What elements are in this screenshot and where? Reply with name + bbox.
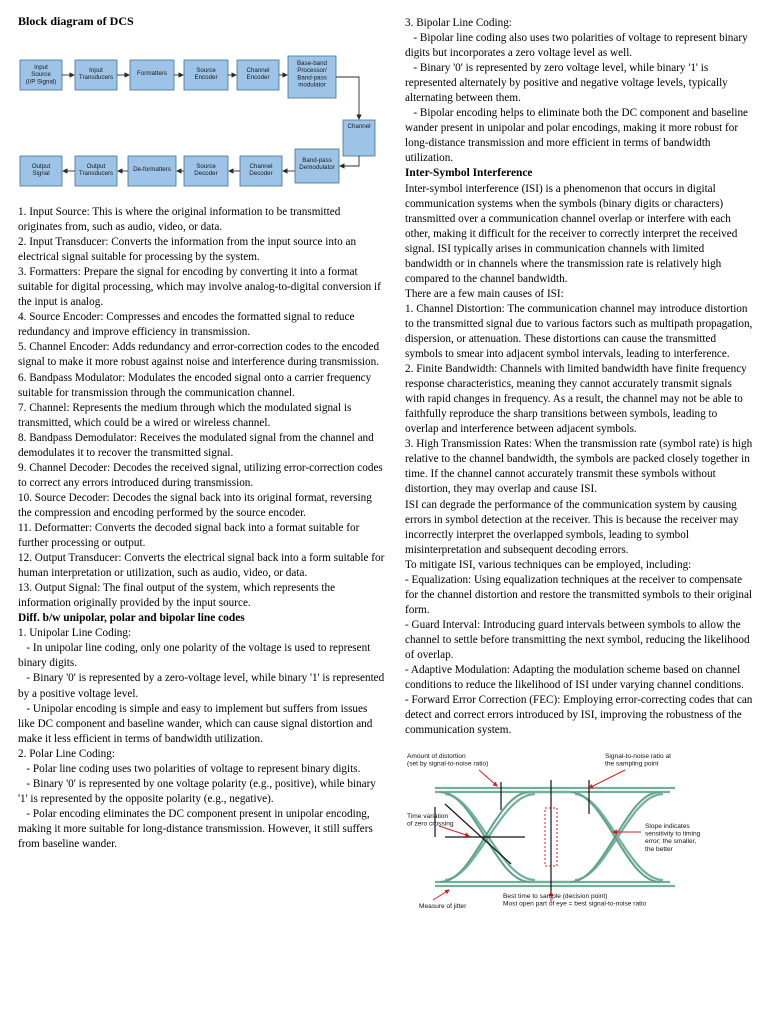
block-label (32, 163, 51, 177)
line-code-item: - Polar encoding eliminates the DC component present in unipolar encoding, making it more suitable for long-distance transmission. However, it still suffers from baseline wander. (18, 807, 373, 850)
label-line: Input (89, 67, 103, 74)
label-line: Time variation (407, 813, 449, 821)
label-line: Transducers (78, 170, 114, 178)
label-line: modulator (298, 81, 326, 89)
dcs-item: 10. Source Decoder: Decodes the signal back into its original format, reversing the compression and encoding performed by the source encoder. (18, 491, 372, 519)
bipolar-item: - Bipolar encoding helps to eliminate both the DC component and baseline wander present in unipolar and polar encodings, making it more robust for long-distance transmission and more efficient in terms of bandwidth utilization. (405, 107, 749, 165)
label-line: Encoder (194, 74, 218, 82)
label-line: Channel (249, 163, 273, 170)
bipolar-item: - Bipolar line coding also uses two polarities of voltage to represent binary digits but incorporates a zero voltage level as well. (405, 32, 748, 60)
label-line: of zero crossing (407, 820, 454, 828)
block-channel (343, 120, 375, 156)
diagram-title: Block diagram of DCS (18, 14, 134, 28)
isi-paragraph: There are a few main causes of ISI: (405, 287, 564, 300)
arrow (336, 77, 359, 119)
label-line: Demodulator (299, 164, 335, 172)
line-codes-heading: Diff. b/w unipolar, polar and bipolar line codes (18, 612, 245, 625)
block-input-source (20, 60, 62, 90)
label-best-time (503, 893, 646, 908)
line-code-item: - In unipolar line coding, only one polarity of the voltage is used to represent binary digits. (18, 642, 371, 670)
label-line: Source (196, 163, 216, 170)
block-output-signal (20, 156, 62, 186)
block-label (347, 123, 370, 130)
label-line: Output (31, 163, 51, 170)
dcs-block-diagram (18, 32, 386, 197)
dcs-item: 4. Source Encoder: Compresses and encodes the formatted signal to reduce redundancy and improve efficiency in transmission. (18, 311, 355, 339)
isi-paragraph: - Guard Interval: Introducing guard intervals between symbols to allow the channel to settle before transmitting the next symbol, reducing the likelihood of overlap. (405, 618, 750, 661)
block-label (194, 163, 217, 177)
block-formatters (130, 60, 174, 90)
isi-paragraph: ISI can degrade the performance of the communication system by causing errors in symbol detection at the receiver. This is because the receiver may incorrectly interpret the overlapped symbols, leading to symbol misinterpretation and subsequent decoding errors. (405, 498, 739, 556)
dcs-item: 2. Input Transducer: Converts the information from the input source into an electrical signal suitable for processing by the system. (18, 236, 357, 264)
label-line: Input (34, 64, 48, 71)
dcs-item: 7. Channel: Represents the medium through which the modulated signal is transmitted, which could be a wired or wireless channel. (18, 401, 352, 429)
label-line: Source (196, 67, 216, 74)
block-label (137, 70, 167, 77)
label-line: Signal (32, 170, 50, 178)
label-line: Formatters (137, 70, 167, 77)
label-line: De-formatters (133, 166, 171, 173)
block-source-encoder (184, 60, 228, 90)
label-slope (645, 823, 701, 853)
label-line: Best time to sample (decision point) (503, 893, 608, 901)
label-line: Amount of distortion (407, 753, 466, 761)
block-input-transducers (75, 60, 117, 90)
block-demodulator (295, 149, 339, 183)
label-line: the better (645, 846, 673, 854)
block-label (299, 157, 334, 171)
isi-paragraph: To mitigate ISI, various techniques can be employed, including: (405, 558, 692, 571)
isi-paragraph: - Forward Error Correction (FEC): Employing error-correcting codes that can detect and correct errors introduced by ISI, improving the robustness of the communication system. (405, 694, 753, 737)
label-line: (set by signal-to-noise ratio) (407, 760, 489, 768)
left-column (18, 14, 386, 852)
label-line: Channel (347, 123, 371, 130)
label-line: Decoder (249, 170, 273, 178)
label-line: Transducers (78, 74, 114, 82)
block-source-decoder (184, 156, 228, 186)
dcs-item: 6. Bandpass Modulator: Modulates the encoded signal onto a carrier frequency suitable for transmission through the communication channel. (18, 371, 372, 399)
block-label (297, 60, 327, 89)
block-channel-encoder (237, 60, 279, 90)
block-label (194, 67, 217, 81)
line-code-item: - Binary '0' is represented by one voltage polarity (e.g., positive), while binary '1' is represented by the opposite polarity (e.g., negative). (18, 777, 376, 805)
label-line: Most open part of eye = best signal-to-noise ratio (503, 900, 647, 908)
dcs-item: 1. Input Source: This is where the original information to be transmitted originates from, such as audio, video, or data. (18, 206, 341, 234)
eye-diagram (405, 752, 705, 912)
block-label (249, 163, 272, 177)
isi-paragraph: - Equalization: Using equalization techniques at the receiver to compensate for the channel distortion and restore the transmitted symbols to their original form. (405, 573, 753, 616)
block-modulator (288, 56, 336, 98)
dcs-item: 8. Bandpass Demodulator: Receives the modulated signal from the channel and demodulates it to recover the transmitted signal. (18, 431, 374, 459)
isi-paragraph: 3. High Transmission Rates: When the transmission rate (symbol rate) is high relative to the channel bandwidth, the symbols are packed closely together in time. If the channel cannot accurately transmit these symbols without distortion, they may overlap and cause ISI. (405, 438, 753, 496)
dcs-item: 9. Channel Decoder: Decodes the received signal, utilizing error-correction codes to correct any errors introduced during transmission. (18, 461, 383, 489)
label-line: sensitivity to timing (645, 830, 701, 838)
dcs-item: 5. Channel Encoder: Adds redundancy and error-correction codes to the encoded signal to make it more robust against noise and interference during transmission. (18, 341, 380, 369)
eye-markings (435, 780, 589, 896)
isi-paragraph: Inter-symbol interference (ISI) is a phenomenon that occurs in digital communication systems when the symbols (binary digits or characters) transmitted over a communication channel overlap or interfere with each other, making it difficult for the receiver to correctly interpret the received signal. ISI typically arises in communication channels with limited bandwidth or in channels where the transmission rate is relatively high compared to the channel bandwidth. (405, 182, 738, 285)
dcs-item: 12. Output Transducer: Converts the electrical signal back into a form suitable for human interpretation or utilization, such as audio, video, or data. (18, 552, 385, 580)
label-line: Decoder (194, 170, 218, 178)
block-label (246, 67, 269, 81)
isi-heading: Inter-Symbol Interference (405, 167, 533, 180)
label-line: Source (31, 71, 51, 79)
isi-paragraph: 2. Finite Bandwidth: Channels with limited bandwidth have finite frequency response characteristics, meaning they cannot accurately transmit signals with rapid changes in frequency. As a result, the channel may not be able to faithfully reproduce the sharp transitions between symbols, leading to overlap and interference between adjacent symbols. (405, 363, 747, 436)
label-line: error; the smaller, (645, 838, 697, 846)
bipolar-item: - Binary '0' is represented by zero voltage level, while binary '1' is represented alternately by positive and negative voltage levels, typically alternating between them. (405, 62, 728, 105)
label-line: Band-pass (297, 74, 327, 82)
line-code-item: 2. Polar Line Coding: (18, 747, 115, 760)
dcs-explanations (18, 205, 386, 852)
label-line: Slope indicates (645, 823, 690, 831)
label-time-variation (407, 813, 454, 828)
label-line: (I/P Signal) (25, 78, 57, 86)
arrow (340, 156, 359, 166)
label-line: Channel (246, 67, 270, 74)
dcs-item: 13. Output Signal: The final output of the system, which represents the information originally provided by the input source. (18, 582, 336, 610)
line-code-item: - Binary '0' is represented by a zero-voltage level, while binary '1' is represented by a positive voltage level. (18, 672, 385, 700)
label-line: the sampling point (605, 760, 659, 768)
label-jitter (419, 903, 467, 910)
dcs-item: 11. Deformatter: Converts the decoded signal back into a format suitable for further processing or output. (18, 521, 360, 550)
block-label (133, 166, 171, 173)
label-line: Base-band (297, 60, 327, 67)
label-line: Encoder (246, 74, 270, 82)
bipolar-section (405, 16, 753, 738)
block-output-transducers (75, 156, 117, 186)
label-snr (605, 753, 671, 768)
right-column (405, 16, 753, 912)
label-line: Output (86, 163, 106, 170)
label-line: Signal-to-noise ratio at (605, 753, 671, 761)
label-line: Band-pass (302, 157, 332, 164)
isi-paragraph: - Adaptive Modulation: Adapting the modulation scheme based on channel conditions to reduce the likelihood of ISI under varying channel conditions. (405, 664, 744, 692)
line-code-item: 1. Unipolar Line Coding: (18, 627, 132, 640)
label-amount-of-distortion (407, 753, 488, 768)
bipolar-item: 3. Bipolar Line Coding: (405, 17, 512, 29)
line-code-item: - Unipolar encoding is simple and easy to implement but suffers from issues like DC component and baseline wander, which can cause signal distortion and make it less efficient in terms of bandwidth utilization. (18, 702, 373, 745)
label-line: Processor/ (297, 67, 327, 75)
block-channel-decoder (240, 156, 282, 186)
block-deformatters (128, 156, 176, 186)
line-code-item: - Polar line coding uses two polarities of voltage to represent binary digits. (18, 762, 361, 775)
dcs-item: 3. Formatters: Prepare the signal for encoding by converting it into a format suitable for digital processing, which may involve analog-to-digital conversion if the input is analog. (18, 266, 381, 309)
label-line: Measure of jitter (419, 903, 467, 911)
isi-paragraph: 1. Channel Distortion: The communication channel may introduce distortion to the transmitted signal due to various factors such as multipath propagation, dispersion, or attenuation. These distortions can cause the transmitted symbols to smear into adjacent symbol intervals, leading to interference. (405, 302, 753, 361)
